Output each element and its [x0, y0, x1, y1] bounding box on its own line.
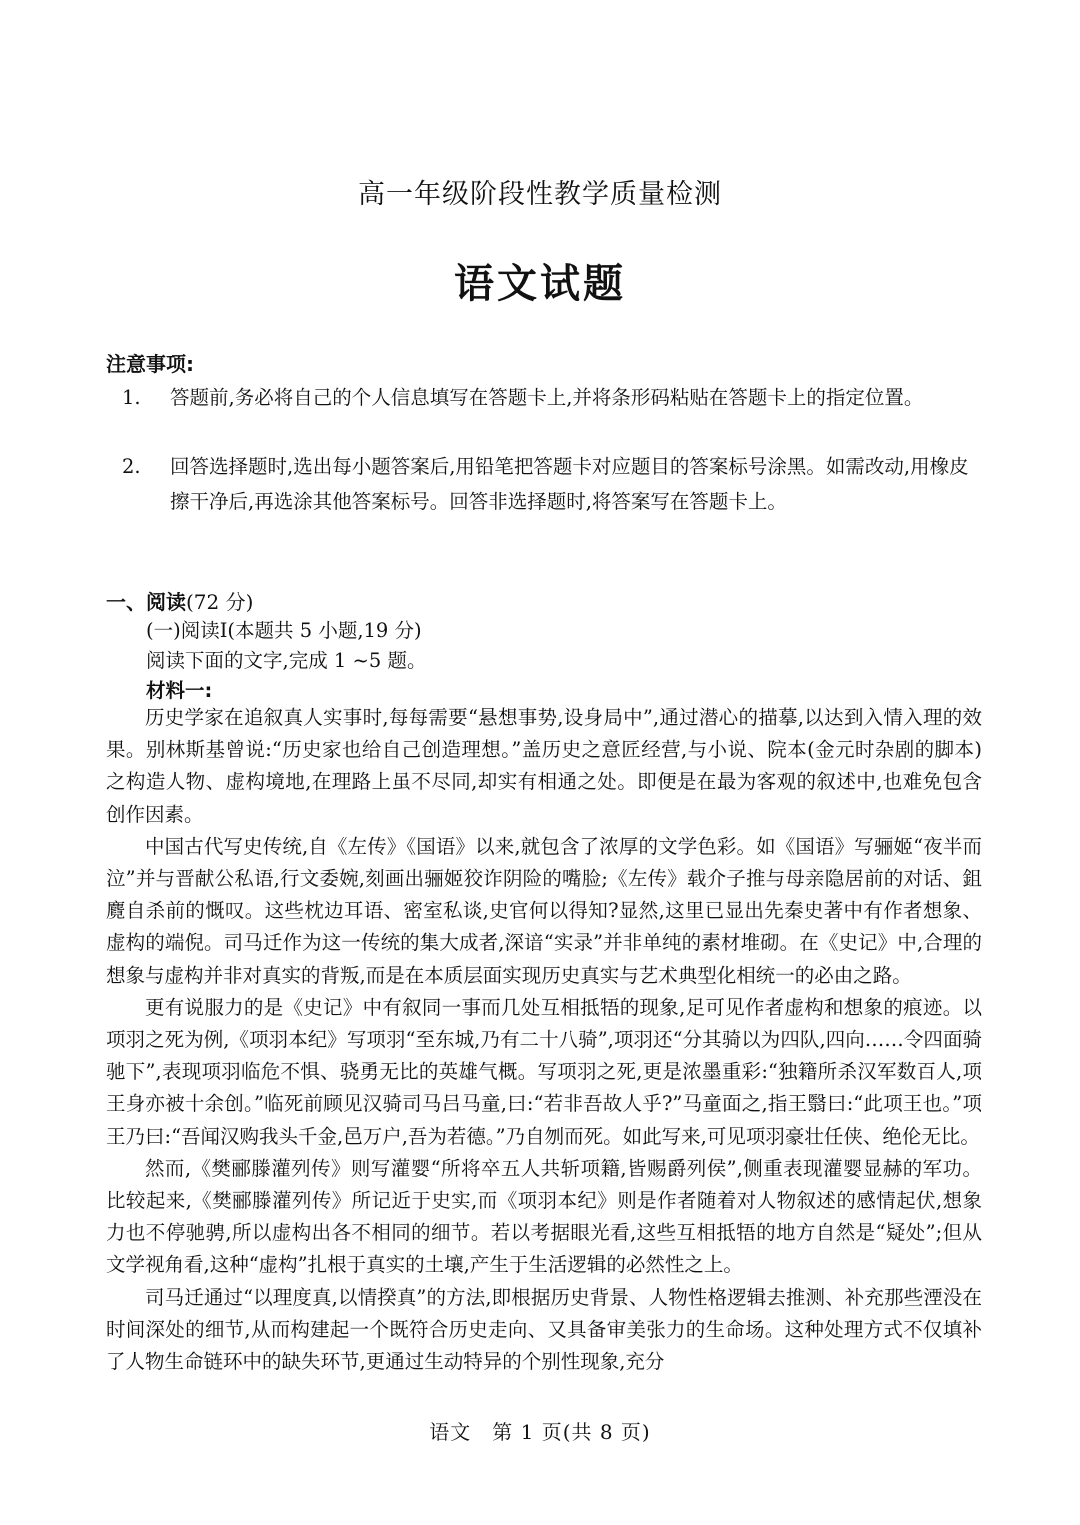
notice-heading: 注意事项:	[106, 352, 194, 376]
paragraph: 更有说服力的是《史记》中有叙同一事而几处互相抵牾的现象,足可见作者虚构和想象的痕迹。以项羽之死为例,《项羽本纪》写项羽“至东城,乃有二十八骑”,项羽还“分其骑以为四队,四向……令四面骑驰下”,表现项羽临危不惧、骁勇无比的英雄气概。写项羽之死,更是浓墨重彩:“独籍所杀汉军数百人,项王身亦被十余创。”临死前顾见汉骑司马吕马童,曰:“若非吾故人乎?”马童面之,指王翳曰:“此项王也。”项王乃曰:“吾闻汉购我头千金,邑万户,吾为若德。”乃自刎而死。如此写来,可见项羽豪壮任侠、绝伦无比。	[106, 995, 982, 1148]
notice-item-2	[122, 449, 982, 519]
notice-item-1-line	[122, 380, 982, 415]
page-footer: 语文 第 1 页(共 8 页)	[429, 1420, 651, 1444]
subsection-title: (一)阅读Ⅰ(本题共 5 小题,19 分)	[146, 619, 422, 642]
paragraph: 司马迁通过“以理度真,以情揆真”的方法,即根据历史背景、人物性格逻辑去推测、补充那些湮没在时间深处的细节,从而构建起一个既符合历史走向、又具备审美张力的生命场。这种处理方式不仅填补了人物生命链环中的缺失环节,更通过生动特异的个别性现象,充分	[106, 1285, 982, 1374]
notice-item-text: 答题前,务必将自己的个人信息填写在答题卡上,并将条形码粘贴在答题卡上的指定位置。	[170, 386, 924, 409]
section-heading	[106, 588, 253, 616]
paragraph: 历史学家在追叙真人实事时,每每需要“悬想事势,设身局中”,通过潜心的描摹,以达到入情入理的效果。别林斯基曾说:“历史家也给自己创造理想。”盖历史之意匠经营,与小说、院本(金元时杂剧的脚本)之构造人物、虚构境地,在理路上虽不尽同,却实有相通之处。即便是在最为客观的叙述中,也难免包含创作因素。	[106, 706, 982, 826]
paragraph: 中国古代写史传统,自《左传》《国语》以来,就包含了浓厚的文学色彩。如《国语》写骊姬“夜半而泣”并与晋献公私语,行文委婉,刻画出骊姬狡诈阴险的嘴脸;《左传》载介子推与母亲隐居前的对话、鉏麑自杀前的慨叹。这些枕边耳语、密室私谈,史官何以得知?显然,这里已显出先秦史著中有作者想象、虚构的端倪。司马迁作为这一传统的集大成者,深谙“实录”并非单纯的素材堆砌。在《史记》中,合理的想象与虚构并非对真实的背叛,而是在本质层面实现历史真实与艺术典型化相统一的必由之路。	[106, 834, 982, 987]
material-body	[106, 702, 982, 1378]
notice-item-number: 1.	[122, 386, 141, 409]
notice-item-number: 2.	[122, 455, 141, 478]
page-title: 语文试题	[454, 261, 626, 307]
section-heading-label: 一、阅读	[106, 590, 186, 614]
section-score: (72 分)	[186, 590, 254, 614]
paragraph: 然而,《樊郦滕灌列传》则写灌婴“所将卒五人共斩项籍,皆赐爵列侯”,侧重表现灌婴显赫的军功。比较起来,《樊郦滕灌列传》所记近于史实,而《项羽本纪》则是作者随着对人物叙述的感情起伏,想象力也不停驰骋,所以虚构出各不相同的细节。若以考据眼光看,这些互相抵牾的地方自然是“疑处”;但从文学视角看,这种“虚构”扎根于真实的土壤,产生于生活逻辑的必然性之上。	[106, 1156, 982, 1277]
notice-item-1	[122, 380, 982, 415]
exam-subtitle: 高一年级阶段性教学质量检测	[358, 179, 722, 210]
notice-item-text: 回答选择题时,选出每小题答案后,用铅笔把答题卡对应题目的答案标号涂黑。如需改动,用橡皮擦干净后,再选涂其他答案标号。回答非选择题时,将答案写在答题卡上。	[170, 455, 969, 513]
reading-instruction: 阅读下面的文字,完成 1 ~5 题。	[146, 649, 427, 672]
material-label: 材料一:	[146, 679, 213, 702]
notice-item-2-line	[122, 449, 982, 519]
